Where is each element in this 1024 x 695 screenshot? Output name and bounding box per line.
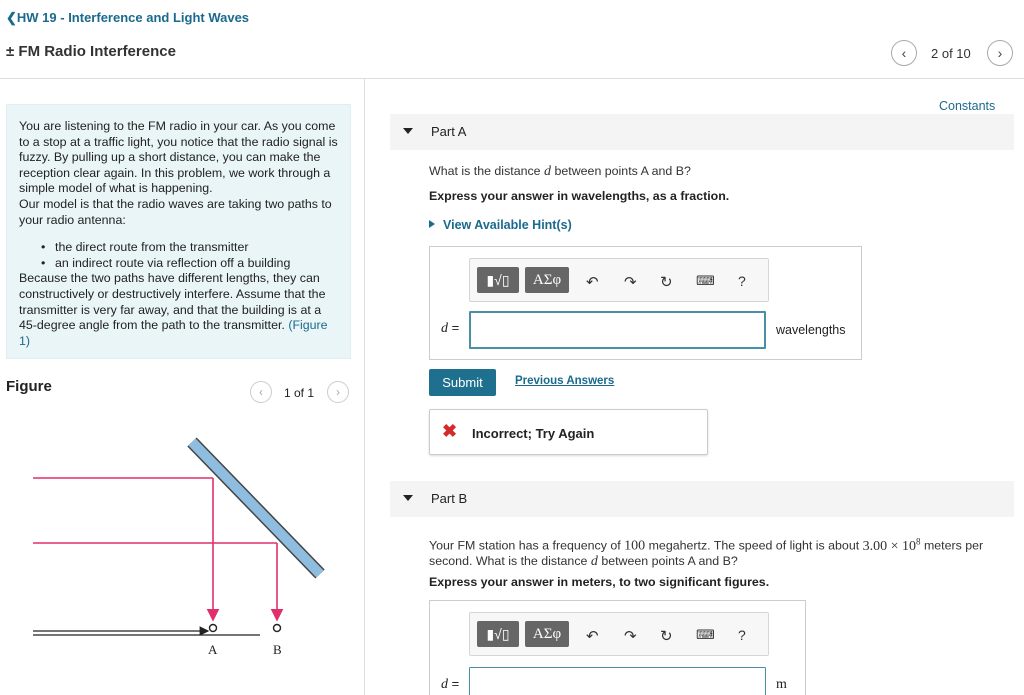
part-b-answer-input[interactable] <box>469 667 766 695</box>
part-b-header[interactable] <box>390 481 1014 517</box>
point-b-marker <box>274 625 281 632</box>
problem-counter: 2 of 10 <box>931 46 971 61</box>
chevron-left-icon: ❮ <box>6 10 17 25</box>
view-hints-link[interactable]: View Available Hint(s) <box>429 218 572 232</box>
header-divider <box>0 78 1024 79</box>
greek-symbols-button[interactable]: ΑΣφ <box>525 621 569 647</box>
help-button[interactable]: ? <box>738 627 746 643</box>
part-a-header[interactable] <box>390 114 1014 150</box>
list-item: • an indirect route via reflection off a building <box>19 256 338 272</box>
chevron-right-icon: › <box>997 45 1003 61</box>
figure-heading: Figure <box>6 378 52 395</box>
intro-panel <box>6 104 351 359</box>
fraction-sqrt-button[interactable] <box>477 621 519 647</box>
help-button[interactable]: ? <box>738 273 746 289</box>
prev-problem-button[interactable] <box>891 40 917 66</box>
point-a-marker <box>210 625 217 632</box>
building <box>192 442 320 574</box>
point-b-label: B <box>273 642 282 657</box>
fraction-template-icon: ▮√▯ <box>486 625 510 642</box>
part-a-instruction: Express your answer in wavelengths, as a fraction. <box>429 189 730 203</box>
redo-icon[interactable]: ↷ <box>624 628 637 645</box>
keyboard-icon[interactable]: ⌨ <box>696 627 715 642</box>
part-a-question: What is the distance d between points A and B? <box>429 164 691 179</box>
point-a-label: A <box>208 642 218 657</box>
feedback-box <box>429 409 708 455</box>
part-a-label: Part A <box>431 124 467 139</box>
submit-button[interactable]: Submit <box>429 369 496 396</box>
unit-label: wavelengths <box>776 323 846 337</box>
chevron-left-icon: ‹ <box>901 45 907 61</box>
undo-icon[interactable]: ↶ <box>586 274 599 291</box>
unit-label: m <box>776 677 787 692</box>
caret-right-icon <box>429 220 435 228</box>
list-item: • the direct route from the transmitter <box>19 240 338 256</box>
chevron-right-icon: › <box>336 385 340 399</box>
fraction-sqrt-button[interactable] <box>477 267 519 293</box>
reflection-diagram <box>0 420 364 665</box>
math-toolbar <box>469 612 769 656</box>
intro-paragraph-3: Because the two paths have different lengths, they can constructively or destructively interfere. Assume that the transmitter is very far away, and that the building is at a 45-degree angle from the path to the transmitter. (Figure 1) <box>19 271 328 348</box>
intro-paragraph-2: Our model is that the radio waves are taking two paths to your radio antenna: <box>19 196 332 227</box>
part-b-label: Part B <box>431 491 468 506</box>
constants-link[interactable]: Constants <box>939 99 996 113</box>
part-b-answer-box <box>429 600 806 695</box>
greek-symbols-button[interactable]: ΑΣφ <box>525 267 569 293</box>
math-toolbar <box>469 258 769 302</box>
reset-icon[interactable]: ↻ <box>660 628 673 645</box>
column-divider <box>364 78 365 695</box>
reflected-ray-a <box>33 478 213 620</box>
previous-answers-link[interactable]: Previous Answers <box>515 375 615 387</box>
fraction-template-icon: ▮√▯ <box>486 271 510 288</box>
variable-label: d = <box>441 320 460 336</box>
collapse-triangle-icon <box>403 128 413 134</box>
path-list <box>19 240 338 271</box>
next-problem-button[interactable] <box>987 40 1013 66</box>
direct-path <box>33 631 260 635</box>
error-x-icon: ✖ <box>442 421 458 441</box>
variable-label: d = <box>441 676 460 692</box>
problem-title: ± FM Radio Interference <box>6 43 176 60</box>
redo-icon[interactable]: ↷ <box>624 274 637 291</box>
feedback-message: Incorrect; Try Again <box>472 426 595 441</box>
reflected-ray-b <box>33 543 277 620</box>
figure-counter: 1 of 1 <box>284 386 315 400</box>
intro-paragraph-1: You are listening to the FM radio in your car. As you come to a stop at a traffic light, you notice that the radio signal is fuzzy. By pulling up a short distance, you can make the reception clear again. In this problem, we work through a simple model of what is happening. <box>19 119 338 196</box>
chevron-left-icon: ‹ <box>259 385 263 399</box>
figure-prev-button[interactable] <box>250 381 272 403</box>
part-b-instruction: Express your answer in meters, to two significant figures. <box>429 575 770 589</box>
keyboard-icon[interactable]: ⌨ <box>696 273 715 288</box>
reset-icon[interactable]: ↻ <box>660 274 673 291</box>
part-b-question: Your FM station has a frequency of 100 megahertz. The speed of light is about $3.00 \times 10^8$ meters per second. What is the distance d between points A and B? <box>429 536 984 570</box>
part-a-answer-input[interactable] <box>469 311 766 349</box>
collapse-triangle-icon <box>403 495 413 501</box>
back-link[interactable]: ❮HW 19 - Interference and Light Waves <box>6 10 250 25</box>
figure-next-button[interactable] <box>327 381 349 403</box>
part-a-answer-box <box>429 246 862 360</box>
figure-link[interactable]: (Figure 1) <box>19 318 328 348</box>
undo-icon[interactable]: ↶ <box>586 628 599 645</box>
